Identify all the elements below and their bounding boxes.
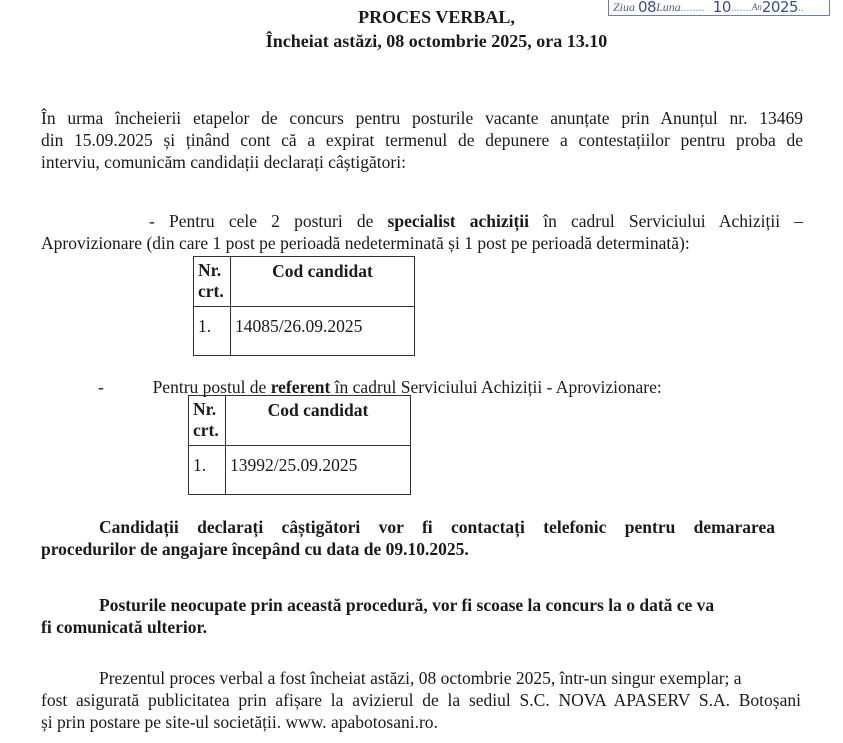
header-cod-candidat: Cod candidat <box>231 257 415 307</box>
row-nr: 1. <box>194 307 231 356</box>
header-crt: crt. <box>198 281 224 301</box>
notice-unfilled-line1: Posturile neocupate prin această procedură, vor fi scoase la concurs la o dată ce va <box>99 595 715 615</box>
table-header-row <box>194 257 415 307</box>
text: - Pentru cele 2 posturi de <box>149 211 388 231</box>
row-nr: 1. <box>189 446 226 495</box>
notice-contact-line1: Candidații declarați câștigători vor fi contactați telefonic pentru demararea <box>99 517 775 537</box>
table-row <box>194 307 415 356</box>
text: în cadrul Serviciului Achiziții – <box>529 211 803 231</box>
intro-line: din 15.09.2025 și ținând cont că a expirat termenul de depunere a contestațiilor pentru proba de <box>41 130 803 150</box>
stamp-dots: ........ <box>680 0 705 14</box>
position-name: specialist achiziții <box>387 211 530 231</box>
stamp-year-value: 2025 <box>761 0 799 16</box>
notice-unfilled-line2: fi comunicată ulterior. <box>41 617 208 637</box>
header-cod-candidat: Cod candidat <box>226 396 411 446</box>
intro-line: În urma încheierii etapelor de concurs pentru posturile vacante anunțate prin Anunțul nr. 13469 <box>41 108 803 128</box>
header-nr-crt <box>189 396 226 446</box>
document-title: PROCES VERBAL, <box>358 7 515 27</box>
closing-paragraph <box>41 667 801 733</box>
document-subtitle: Încheiat astăzi, 08 octombrie 2025, ora 13.10 <box>265 31 608 51</box>
row-code: 13992/25.09.2025 <box>226 446 411 495</box>
closing-line: fost asigurată publicitatea prin afișare la avizierul de la sediul S.C. NOVA APASERV S.A. Botoșani <box>41 690 801 710</box>
row-code: 14085/26.09.2025 <box>231 307 415 356</box>
header-nr: Nr. <box>193 399 217 419</box>
table-row <box>189 446 411 495</box>
notice-unfilled <box>41 594 775 638</box>
stamp-month-value: 10 <box>712 0 731 16</box>
stamp-dots: ....... <box>730 0 752 14</box>
header-crt: crt. <box>193 420 219 440</box>
table-header-row <box>189 396 411 446</box>
position-name: referent <box>270 377 331 397</box>
stamp-dots: .. <box>798 0 805 14</box>
section-specialist-line2: Aprovizionare (din care 1 post pe perioadă nedeterminată și 1 post pe perioadă determinată): <box>41 233 690 253</box>
text: în cadrul Serviciului Achiziții - Aprovizionare: <box>330 377 662 397</box>
section-specialist <box>41 210 803 254</box>
stamp-day-value: 08 <box>638 0 657 16</box>
text: Pentru postul de <box>152 377 271 397</box>
stamp-day-label: Ziua <box>613 0 636 14</box>
candidates-table-referent <box>188 395 411 495</box>
section-specialist-line1 <box>41 210 803 232</box>
stamp-month-label: Luna <box>656 0 681 14</box>
header-nr-crt <box>194 257 231 307</box>
stamp-year-label: An <box>751 1 762 12</box>
intro-line: interviu, comunicăm candidații declarați câștigători: <box>41 152 406 172</box>
header-nr: Nr. <box>198 260 222 280</box>
bullet-dash: - <box>98 377 104 397</box>
candidates-table-specialist <box>193 256 415 356</box>
closing-line: și prin postare pe site-ul societății. www. apabotosani.ro. <box>41 712 438 732</box>
closing-line: Prezentul proces verbal a fost încheiat astăzi, 08 octombrie 2025, într-un singur exemplar; a <box>99 668 742 688</box>
intro-paragraph <box>41 107 803 173</box>
notice-contact-line2: procedurilor de angajare începând cu data de 09.10.2025. <box>41 539 469 559</box>
notice-contact <box>41 516 775 560</box>
